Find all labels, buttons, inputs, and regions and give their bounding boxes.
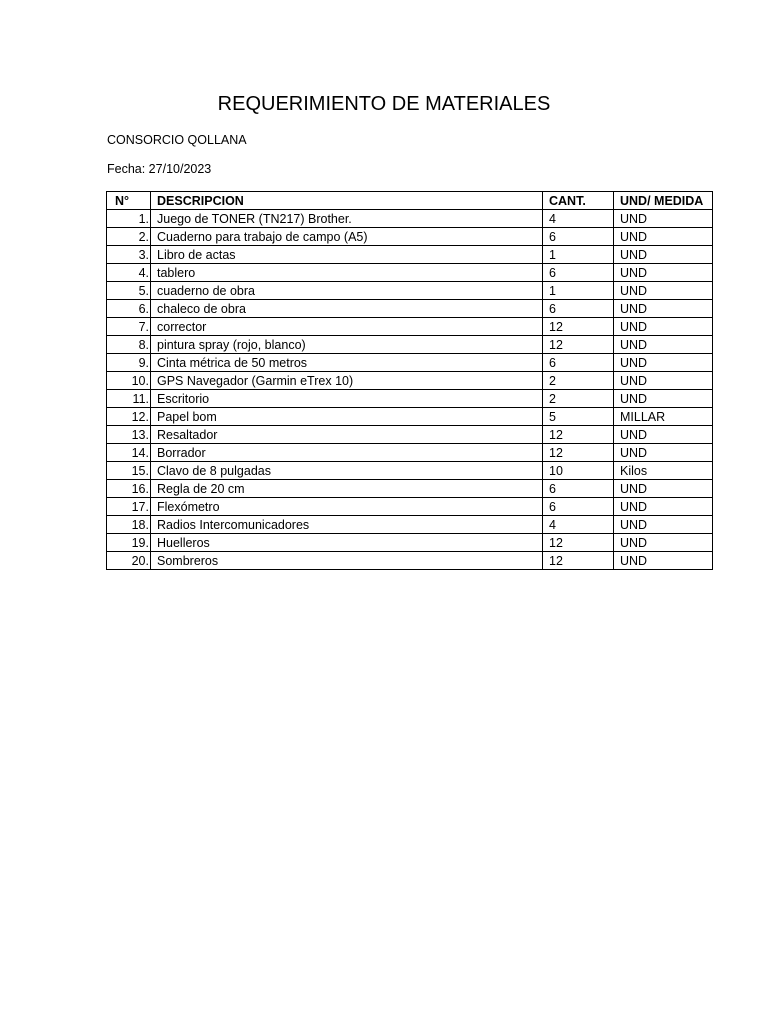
- row-quantity: 2: [543, 372, 614, 390]
- row-number: 16.: [107, 480, 151, 498]
- row-unit: UND: [614, 300, 713, 318]
- row-unit: MILLAR: [614, 408, 713, 426]
- row-quantity: 6: [543, 228, 614, 246]
- row-unit: UND: [614, 354, 713, 372]
- table-header-row: [107, 192, 713, 210]
- row-quantity: 4: [543, 516, 614, 534]
- date-line: Fecha: 27/10/2023: [107, 162, 212, 176]
- row-number: 8.: [107, 336, 151, 354]
- table-row: [107, 300, 713, 318]
- row-description: Flexómetro: [151, 498, 543, 516]
- row-description: cuaderno de obra: [151, 282, 543, 300]
- row-unit: UND: [614, 228, 713, 246]
- row-number: 12.: [107, 408, 151, 426]
- row-number: 7.: [107, 318, 151, 336]
- row-unit: UND: [614, 282, 713, 300]
- row-quantity: 12: [543, 534, 614, 552]
- row-quantity: 12: [543, 318, 614, 336]
- row-description: Huelleros: [151, 534, 543, 552]
- row-unit: UND: [614, 318, 713, 336]
- company-name: CONSORCIO QOLLANA: [107, 133, 247, 147]
- table-row: [107, 534, 713, 552]
- row-quantity: 2: [543, 390, 614, 408]
- row-number: 14.: [107, 444, 151, 462]
- row-description: GPS Navegador (Garmin eTrex 10): [151, 372, 543, 390]
- row-quantity: 12: [543, 444, 614, 462]
- row-unit: UND: [614, 426, 713, 444]
- row-quantity: 1: [543, 282, 614, 300]
- row-description: Libro de actas: [151, 246, 543, 264]
- row-number: 10.: [107, 372, 151, 390]
- row-description: Regla de 20 cm: [151, 480, 543, 498]
- row-description: Resaltador: [151, 426, 543, 444]
- table-body: [107, 210, 713, 570]
- row-description: Clavo de 8 pulgadas: [151, 462, 543, 480]
- row-unit: UND: [614, 444, 713, 462]
- table-row: [107, 282, 713, 300]
- row-number: 17.: [107, 498, 151, 516]
- row-quantity: 10: [543, 462, 614, 480]
- materials-table: [106, 191, 713, 570]
- row-description: Borrador: [151, 444, 543, 462]
- table-row: [107, 228, 713, 246]
- row-number: 1.: [107, 210, 151, 228]
- row-number: 4.: [107, 264, 151, 282]
- row-unit: UND: [614, 264, 713, 282]
- table-row: [107, 444, 713, 462]
- header-description: DESCRIPCION: [151, 192, 543, 210]
- row-unit: UND: [614, 246, 713, 264]
- row-unit: UND: [614, 390, 713, 408]
- table-row: [107, 264, 713, 282]
- row-number: 15.: [107, 462, 151, 480]
- header-unit: UND/ MEDIDA: [614, 192, 713, 210]
- row-unit: UND: [614, 498, 713, 516]
- table-row: [107, 372, 713, 390]
- row-description: corrector: [151, 318, 543, 336]
- row-unit: Kilos: [614, 462, 713, 480]
- row-quantity: 6: [543, 264, 614, 282]
- row-unit: UND: [614, 534, 713, 552]
- row-description: Escritorio: [151, 390, 543, 408]
- row-number: 19.: [107, 534, 151, 552]
- table-row: [107, 498, 713, 516]
- row-unit: UND: [614, 336, 713, 354]
- row-description: Papel bom: [151, 408, 543, 426]
- row-description: pintura spray (rojo, blanco): [151, 336, 543, 354]
- document-title: REQUERIMIENTO DE MATERIALES: [217, 93, 551, 115]
- row-quantity: 4: [543, 210, 614, 228]
- row-unit: UND: [614, 480, 713, 498]
- table-row: [107, 246, 713, 264]
- row-number: 3.: [107, 246, 151, 264]
- row-unit: UND: [614, 372, 713, 390]
- row-description: Cinta métrica de 50 metros: [151, 354, 543, 372]
- row-number: 9.: [107, 354, 151, 372]
- table-row: [107, 426, 713, 444]
- header-quantity: CANT.: [543, 192, 614, 210]
- row-number: 18.: [107, 516, 151, 534]
- row-number: 5.: [107, 282, 151, 300]
- table-row: [107, 516, 713, 534]
- row-number: 2.: [107, 228, 151, 246]
- row-description: Juego de TONER (TN217) Brother.: [151, 210, 543, 228]
- row-description: Sombreros: [151, 552, 543, 570]
- row-quantity: 12: [543, 336, 614, 354]
- row-number: 11.: [107, 390, 151, 408]
- table-row: [107, 552, 713, 570]
- row-description: chaleco de obra: [151, 300, 543, 318]
- table-row: [107, 336, 713, 354]
- header-number: N°: [107, 192, 151, 210]
- row-number: 20.: [107, 552, 151, 570]
- row-description: tablero: [151, 264, 543, 282]
- row-number: 6.: [107, 300, 151, 318]
- table-row: [107, 390, 713, 408]
- row-quantity: 6: [543, 498, 614, 516]
- row-quantity: 6: [543, 480, 614, 498]
- row-description: Radios Intercomunicadores: [151, 516, 543, 534]
- table-row: [107, 408, 713, 426]
- row-quantity: 12: [543, 552, 614, 570]
- row-number: 13.: [107, 426, 151, 444]
- table-row: [107, 462, 713, 480]
- row-quantity: 5: [543, 408, 614, 426]
- table-row: [107, 354, 713, 372]
- row-quantity: 6: [543, 354, 614, 372]
- row-unit: UND: [614, 210, 713, 228]
- table-row: [107, 210, 713, 228]
- table-row: [107, 480, 713, 498]
- row-unit: UND: [614, 552, 713, 570]
- row-description: Cuaderno para trabajo de campo (A5): [151, 228, 543, 246]
- row-quantity: 6: [543, 300, 614, 318]
- row-quantity: 1: [543, 246, 614, 264]
- table-row: [107, 318, 713, 336]
- row-quantity: 12: [543, 426, 614, 444]
- row-unit: UND: [614, 516, 713, 534]
